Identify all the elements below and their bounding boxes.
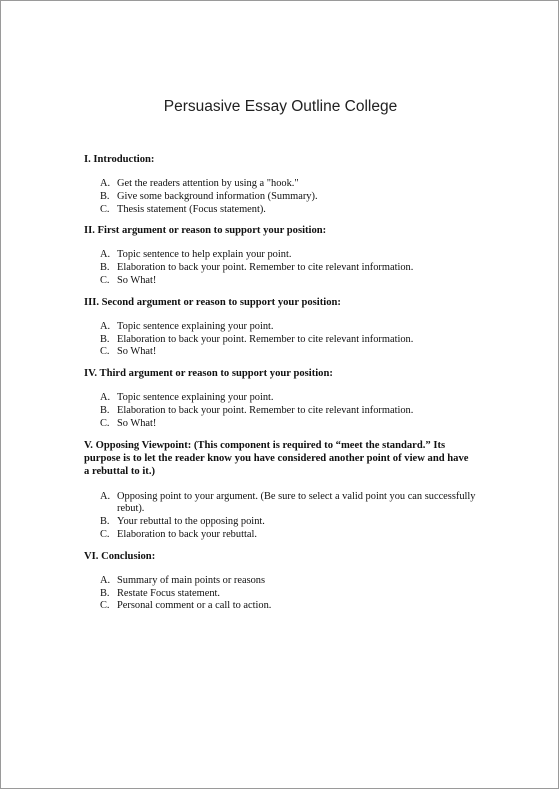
- item-marker: A.: [100, 574, 111, 586]
- section-item-list: [84, 249, 484, 287]
- list-item: [84, 588, 484, 601]
- list-item: [84, 191, 484, 204]
- item-text: Your rebuttal to the opposing point.: [117, 516, 265, 528]
- outline-sections: [84, 153, 484, 613]
- item-marker: A.: [100, 490, 111, 502]
- list-item: [84, 529, 484, 542]
- section-heading: IV. Third argument or reason to support your position:: [84, 368, 333, 380]
- item-marker: B.: [100, 404, 110, 416]
- section-second-argument: [84, 296, 484, 359]
- item-text: Topic sentence to help explain your point.: [117, 249, 292, 261]
- item-marker: B.: [100, 587, 110, 599]
- item-text: Elaboration to back your point. Remember to cite relevant information.: [117, 333, 414, 345]
- list-item: [84, 575, 484, 588]
- section-item-list: [84, 178, 484, 216]
- section-item-list: [84, 392, 484, 430]
- item-marker: C.: [100, 417, 110, 429]
- list-item: [84, 491, 484, 517]
- item-marker: C.: [100, 528, 110, 540]
- item-marker: B.: [100, 262, 110, 274]
- item-text: Restate Focus statement.: [117, 587, 221, 599]
- item-text: Give some background information (Summary).: [117, 190, 318, 202]
- item-text: Elaboration to back your rebuttal.: [117, 528, 257, 540]
- item-text: So What!: [117, 346, 157, 358]
- section-first-argument: [84, 224, 484, 287]
- list-item: [84, 321, 484, 334]
- list-item: [84, 262, 484, 275]
- item-text: Get the readers attention by using a "hook.": [117, 178, 299, 189]
- item-text: Personal comment or a call to action.: [117, 600, 272, 612]
- section-heading: I. Introduction:: [84, 154, 155, 165]
- section-item-list: [84, 575, 484, 613]
- list-item: [84, 418, 484, 431]
- item-marker: C.: [100, 346, 110, 358]
- section-heading: III. Second argument or reason to support your position:: [84, 296, 341, 308]
- section-heading: V. Opposing Viewpoint: (This component is required to “meet the standard.” Its purpose is to let the reader know you have considered another point of view and have a rebuttal to it.): [84, 439, 469, 477]
- item-text: Elaboration to back your point. Remember to cite relevant information.: [117, 262, 414, 274]
- section-heading: VI. Conclusion:: [84, 550, 156, 562]
- item-marker: A.: [100, 178, 111, 189]
- item-text: Topic sentence explaining your point.: [117, 320, 274, 332]
- list-item: [84, 204, 484, 217]
- list-item: [84, 516, 484, 529]
- list-item: [84, 346, 484, 359]
- item-marker: A.: [100, 320, 111, 332]
- item-text: Summary of main points or reasons: [117, 574, 266, 586]
- list-item: [84, 600, 484, 613]
- item-text: Thesis statement (Focus statement).: [117, 203, 266, 215]
- item-marker: B.: [100, 516, 110, 528]
- section-opposing-viewpoint: [84, 439, 484, 542]
- list-item: [84, 405, 484, 418]
- section-item-list: [84, 321, 484, 359]
- item-marker: A.: [100, 392, 111, 404]
- section-heading: II. First argument or reason to support your position:: [84, 225, 327, 237]
- item-marker: C.: [100, 203, 110, 215]
- item-text: Elaboration to back your point. Remember to cite relevant information.: [117, 404, 414, 416]
- item-marker: B.: [100, 333, 110, 345]
- section-introduction: [84, 153, 484, 216]
- document-title: Persuasive Essay Outline College: [163, 98, 398, 115]
- item-text: Topic sentence explaining your point.: [117, 392, 274, 404]
- item-marker: C.: [100, 600, 110, 612]
- section-third-argument: [84, 367, 484, 430]
- list-item: [84, 334, 484, 347]
- list-item: [84, 178, 484, 191]
- item-text: So What!: [117, 417, 157, 429]
- item-marker: C.: [100, 274, 110, 286]
- item-text: So What!: [117, 274, 157, 286]
- item-marker: B.: [100, 190, 110, 202]
- section-conclusion: [84, 550, 484, 613]
- section-item-list: [84, 491, 484, 542]
- list-item: [84, 392, 484, 405]
- list-item: [84, 249, 484, 262]
- list-item: [84, 275, 484, 288]
- item-marker: A.: [100, 249, 111, 261]
- item-text: Opposing point to your argument. (Be sure to select a valid point you can successfully rebut).: [117, 490, 476, 515]
